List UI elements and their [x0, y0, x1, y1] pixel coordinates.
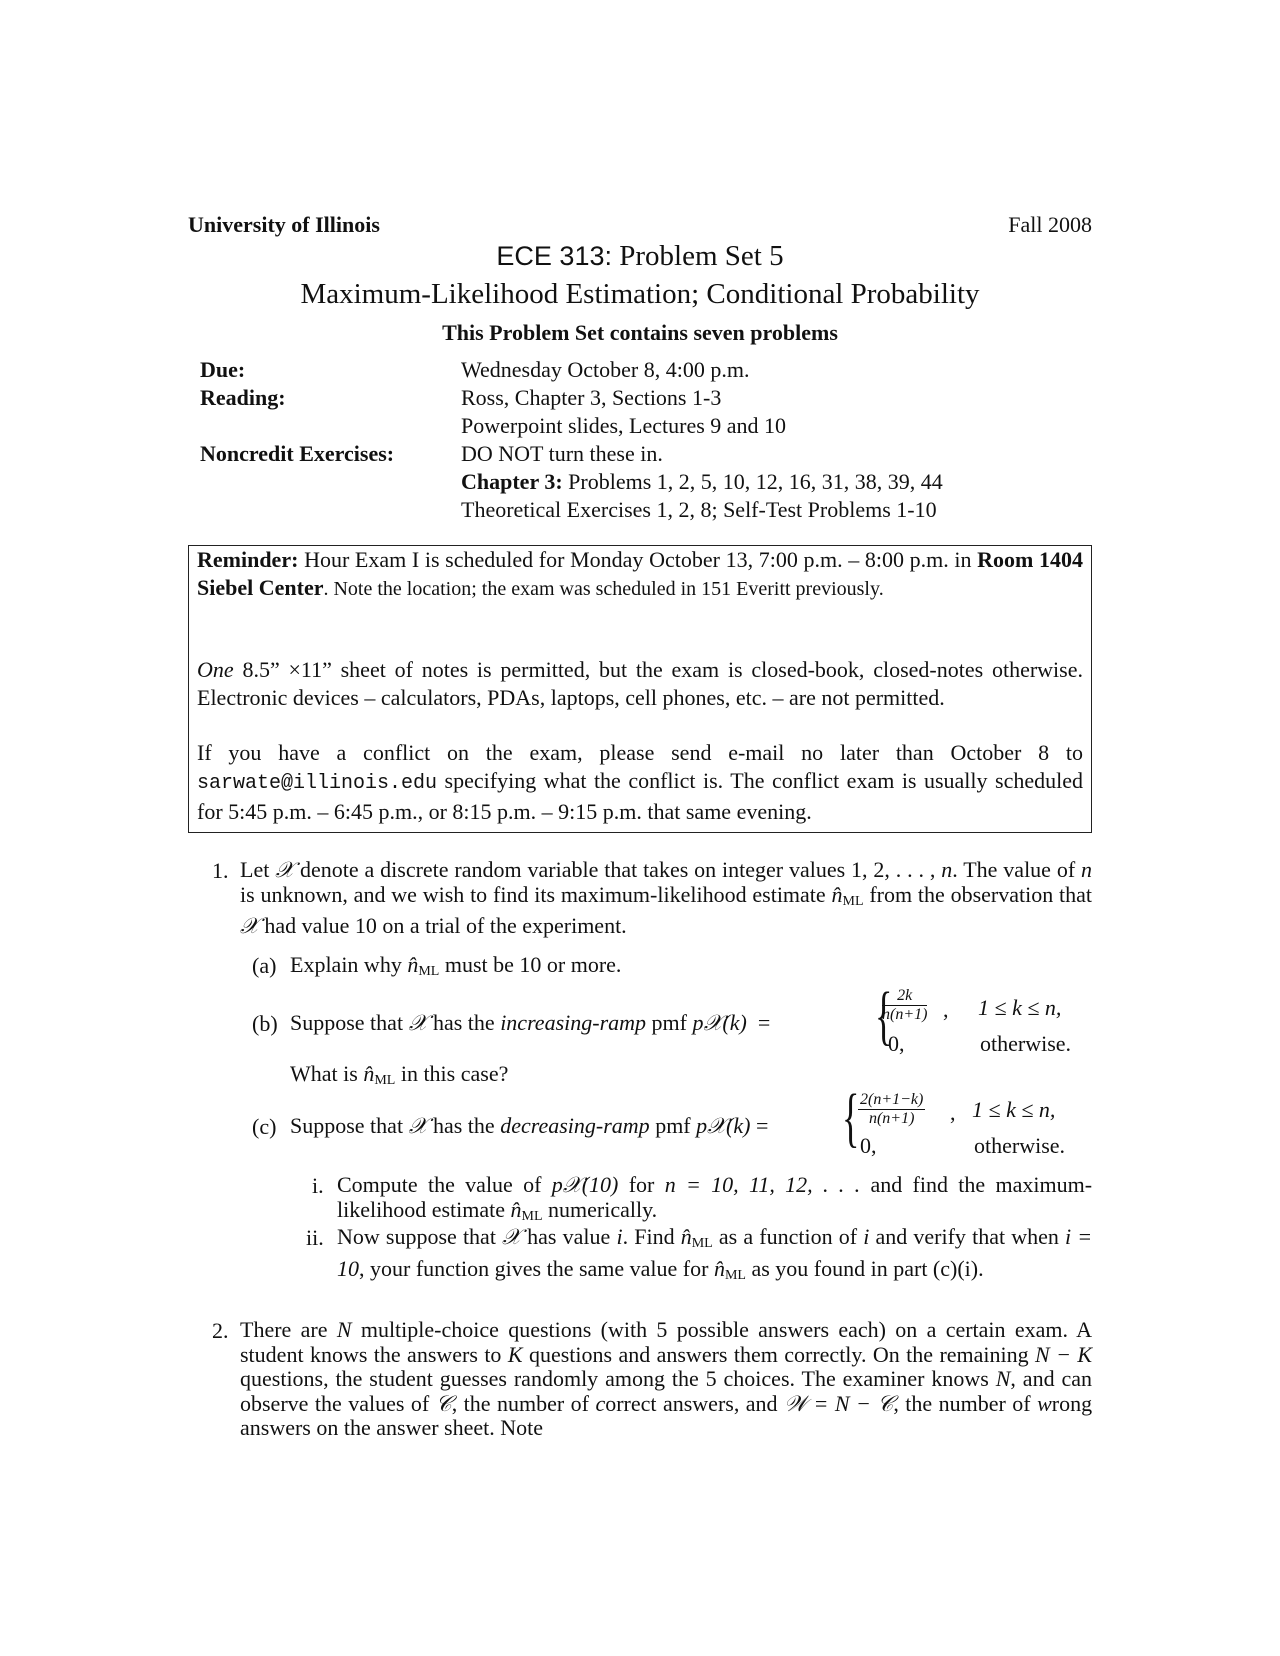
- p1cii-text: . Find: [622, 1224, 675, 1249]
- reminder-text: Hour Exam I is scheduled for Monday October 13, 7:00 p.m. – 8:00 p.m. in: [304, 547, 972, 572]
- p1-text: Let: [240, 857, 270, 882]
- equals-sign: =: [755, 1113, 769, 1138]
- p1-text: had value 10 on a trial of the experiment.: [264, 913, 627, 938]
- var-k: K: [507, 1341, 523, 1367]
- p1cii-text: Now suppose that: [337, 1224, 496, 1249]
- problem-count-notice: This Problem Set contains seven problems: [442, 320, 838, 345]
- n-hat: n̂: [680, 1224, 692, 1249]
- case-comma: ,: [943, 997, 949, 1022]
- p1ci-text: Compute the value of: [337, 1172, 542, 1197]
- var-n: n: [1081, 857, 1093, 882]
- problem-2-number: 2.: [212, 1318, 229, 1343]
- p2-text: questions, the student guesses randomly among the 5 choices. The examiner knows: [240, 1366, 989, 1391]
- var-i: i: [863, 1224, 870, 1249]
- p1cii-text: , your function gives the same value for: [359, 1255, 709, 1281]
- p2-text: , the number of: [451, 1390, 589, 1416]
- ml-subscript: ML: [842, 893, 864, 909]
- p2-text: , and can observe the values of: [240, 1366, 1093, 1416]
- p1ci-text: for: [628, 1172, 655, 1197]
- left-brace: {: [842, 1081, 860, 1154]
- var-x: 𝒳: [240, 913, 259, 938]
- reminder-box: [188, 545, 1092, 833]
- course-code: ECE 313:: [496, 241, 612, 271]
- part-cii-text: [337, 1225, 1092, 1288]
- n-hat: n̂: [831, 881, 843, 907]
- fraction-denominator: n(n+1): [868, 1110, 915, 1127]
- reminder-paragraph-1: [197, 546, 1083, 603]
- reminder-paragraph-3: [197, 739, 1083, 826]
- case-1-condition: 1 ≤ k ≤ n,: [972, 1097, 1056, 1122]
- n-hat: n̂: [713, 1255, 725, 1281]
- var-n-questions: N: [336, 1317, 352, 1342]
- p1-text: denote a discrete random variable that takes on integer values 1, 2, . . . ,: [300, 857, 936, 882]
- left-brace: {: [875, 979, 893, 1052]
- ml-subscript: ML: [374, 1073, 396, 1088]
- due-value: Wednesday October 8, 4:00 p.m.: [461, 357, 750, 382]
- n-range: n = 10, 11, 12, . . .: [664, 1172, 861, 1197]
- var-i: i: [616, 1224, 623, 1249]
- p2-text: rong answers on the answer sheet. Note: [240, 1390, 1093, 1440]
- p2-text: There are: [240, 1317, 328, 1342]
- p1cii-text: has value: [527, 1224, 611, 1249]
- noncredit-line-3: Theoretical Exercises 1, 2, 8; Self-Test Problems 1-10: [461, 497, 937, 522]
- var-x: 𝒳: [408, 1113, 428, 1138]
- reminder-paragraph-2: [197, 656, 1083, 712]
- fraction-numerator: 2k: [882, 988, 927, 1006]
- n-hat: n̂: [363, 1061, 375, 1086]
- p1a-text: Explain why: [290, 952, 402, 977]
- var-x: 𝒳: [502, 1224, 522, 1249]
- part-ci-label: i.: [312, 1173, 324, 1198]
- reading-label: Reading:: [200, 385, 286, 410]
- one-emphasis: One: [197, 657, 234, 682]
- p2-text: questions and answers them correctly. On the remaining: [528, 1341, 1029, 1367]
- p1c-text: pmf: [655, 1113, 691, 1138]
- p1cii-text: and verify that when: [875, 1224, 1059, 1249]
- part-a-label: (a): [252, 953, 277, 978]
- term: Fall 2008: [1008, 212, 1092, 237]
- var-x: 𝒳: [275, 857, 295, 882]
- case-1-condition: 1 ≤ k ≤ n,: [978, 995, 1062, 1020]
- ml-subscript: ML: [724, 1267, 746, 1283]
- p1ci-text: and find the maximum-likelihood estimate: [337, 1172, 1093, 1222]
- p1a-text: must be 10 or more.: [444, 952, 622, 977]
- part-a-text: [290, 953, 621, 985]
- p1cii-text: as you found in part (c)(i).: [751, 1255, 984, 1281]
- p1-text: from the observation that: [869, 881, 1093, 907]
- ml-subscript: ML: [521, 1208, 543, 1224]
- increasing-pmf-fraction: [882, 988, 927, 1023]
- case-2-condition: otherwise.: [974, 1133, 1066, 1158]
- problem-set-title: Problem Set 5: [619, 240, 784, 272]
- var-n: n: [941, 857, 953, 882]
- part-cii-label: ii.: [306, 1225, 324, 1250]
- reading-line-1: Ross, Chapter 3, Sections 1-3: [461, 385, 722, 410]
- reading-line-2: Powerpoint slides, Lectures 9 and 10: [461, 413, 787, 438]
- case-2-value: 0,: [888, 1031, 905, 1056]
- pmf-at-10: p𝒳(10): [551, 1172, 619, 1197]
- var-c: 𝒞: [435, 1390, 452, 1416]
- part-c-text: [290, 1114, 768, 1139]
- fraction-denominator: n(n+1): [882, 1006, 928, 1023]
- case-2-value: 0,: [860, 1133, 877, 1158]
- pmf-symbol: p𝒳(k): [692, 1010, 747, 1035]
- n-hat: n̂: [407, 952, 419, 977]
- w-emphasis: w: [1037, 1390, 1052, 1416]
- chapter-label: Chapter 3:: [461, 469, 563, 494]
- p2-text: multiple-choice questions (with 5 possible answers each) on a certain exam. A student knows the answers to: [240, 1317, 1093, 1367]
- w-definition: 𝒲 = N − 𝒞: [784, 1390, 894, 1416]
- part-b-question: [290, 1062, 508, 1094]
- var-n-questions: N: [995, 1366, 1011, 1391]
- reminder-location-note: . Note the location; the exam was scheduled in 151 Everitt previously.: [323, 578, 884, 600]
- n-minus-k: N − K: [1035, 1341, 1093, 1367]
- ml-subscript: ML: [418, 964, 440, 979]
- contact-email: sarwate@illinois.edu: [197, 772, 438, 795]
- decreasing-pmf-fraction: [858, 1092, 925, 1127]
- fraction-numerator: 2(n+1−k): [860, 1091, 924, 1108]
- institution: University of Illinois: [188, 212, 380, 237]
- noncredit-line-1: DO NOT turn these in.: [461, 441, 663, 466]
- conflict-schedule: specifying what the conflict is. The conflict exam is usually scheduled for 5:45 p.m. – 6:45 p.m., or 8:15 p.m. – 9:15 p.m. that same evening.: [197, 768, 1083, 824]
- p1b-q: in this case?: [400, 1061, 509, 1086]
- var-x: 𝒳: [408, 1010, 428, 1035]
- part-ci-text: [337, 1173, 1092, 1229]
- case-2-condition: otherwise.: [980, 1031, 1072, 1056]
- problem-1-number: 1.: [212, 858, 229, 883]
- conflict-text: If you have a conflict on the exam, please send e-mail no later than October 8 to: [197, 740, 1083, 765]
- page-subtitle: Maximum-Likelihood Estimation; Conditional Probability: [300, 278, 980, 310]
- p1c-text: has the: [432, 1113, 495, 1138]
- noncredit-label: Noncredit Exercises:: [200, 441, 395, 466]
- p1-text: . The value of: [952, 857, 1076, 882]
- ml-subscript: ML: [691, 1236, 713, 1251]
- p2-text: , the number of: [893, 1390, 1031, 1416]
- notes-policy: 8.5” ×11” sheet of notes is permitted, but the exam is closed-book, closed-notes otherwise. Electronic devices – calculators, PDAs, laptops, cell phones, etc. – are not permitted.: [197, 657, 1083, 710]
- increasing-ramp-term: increasing-ramp: [500, 1010, 647, 1035]
- p1-text: is unknown, and we wish to find its maximum-likelihood estimate: [240, 881, 826, 907]
- p1b-q: What is: [290, 1061, 358, 1086]
- pmf-symbol: p𝒳(k): [696, 1113, 751, 1138]
- case-comma: ,: [950, 1100, 956, 1125]
- p1cii-text: as a function of: [718, 1224, 858, 1249]
- p1ci-text: numerically.: [548, 1196, 658, 1222]
- due-label: Due:: [200, 357, 246, 382]
- chapter-problems: Problems 1, 2, 5, 10, 12, 16, 31, 38, 39, 44: [568, 469, 943, 494]
- p1c-text: Suppose that: [290, 1113, 404, 1138]
- p1b-text: has the: [432, 1010, 495, 1035]
- p1b-text: pmf: [651, 1010, 687, 1035]
- decreasing-ramp-term: decreasing-ramp: [500, 1113, 650, 1138]
- part-c-label: (c): [252, 1114, 277, 1139]
- problem-2-statement: [240, 1318, 1092, 1441]
- c-emphasis: c: [595, 1390, 606, 1416]
- p1b-text: Suppose that: [290, 1010, 404, 1035]
- page-title: [0, 238, 1280, 274]
- n-hat: n̂: [510, 1196, 522, 1222]
- p2-text: orrect answers, and: [605, 1390, 778, 1416]
- part-b-text: [290, 1011, 770, 1036]
- i-equals-10: i = 10: [337, 1224, 1093, 1281]
- equals-sign: =: [757, 1010, 771, 1035]
- exam-room: Room 1404 Siebel Center: [197, 547, 1084, 600]
- problem-1-statement: [240, 858, 1092, 939]
- noncredit-line-2: [461, 469, 943, 495]
- reminder-label: Reminder:: [197, 547, 299, 572]
- part-b-label: (b): [252, 1011, 278, 1036]
